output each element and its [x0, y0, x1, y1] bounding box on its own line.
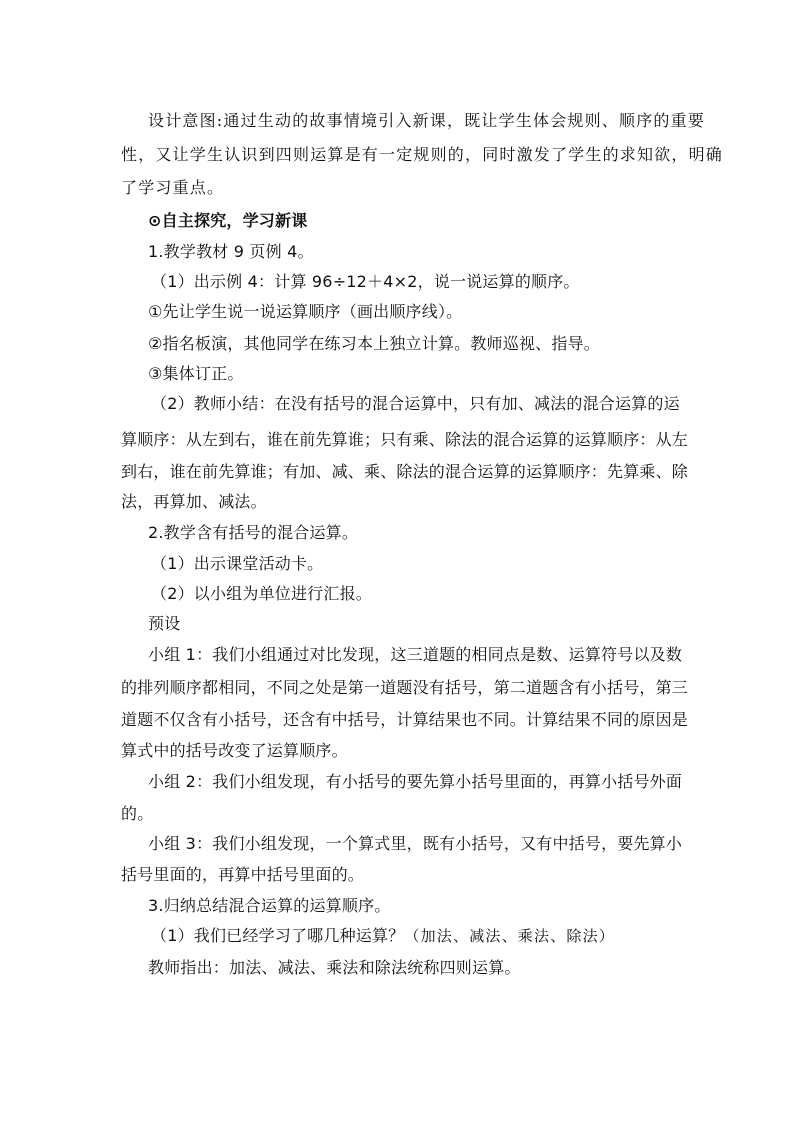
section-title: ⊙自主探究，学习新课	[148, 211, 308, 230]
group3-line-1: 小组 3：我们小组发现，一个算式里，既有小括号，又有中括号，要先算小	[148, 834, 683, 853]
item1-step1: ①先让学生说一说运算顺序（画出顺序线）。	[148, 302, 463, 321]
group2-line-2: 的。	[121, 804, 154, 823]
item3-question: （1）我们已经学习了哪几种运算？	[151, 926, 405, 945]
group1-line-3: 道题不仅含有小括号，还含有中括号，计算结果也不同。计算结果不同的原因是	[121, 710, 689, 729]
group3-line-2: 括号里面的，再算中括号里面的。	[121, 865, 365, 884]
item1-sub1: （1）出示例 4：计算 96÷12＋4×2，说一说运算的顺序。	[151, 272, 580, 291]
item1-step3: ③集体订正。	[148, 364, 244, 383]
group1-line-1: 小组 1：我们小组通过对比发现，这三道题的相同点是数、运算符号以及数	[148, 645, 683, 664]
design-intent-line-3: 了学习重点。	[121, 178, 225, 197]
item2-sub1: （1）出示课堂活动卡。	[151, 554, 324, 573]
item2-preset: 预设	[148, 614, 181, 633]
item1-sub2-line-4: 法，再算加、减法。	[121, 492, 267, 511]
item1-sub2-line-1: （2）教师小结：在没有括号的混合运算中，只有加、减法的混合运算的运	[151, 394, 680, 413]
design-intent-line-1: 设计意图:通过生动的故事情境引入新课，既让学生体会规则、顺序的重要	[148, 111, 705, 130]
item1-sub2-line-3: 到右，谁在前先算谁；有加、减、乘、除法的混合运算的运算顺序：先算乘、除	[121, 462, 689, 481]
group1-line-4: 算式中的括号改变了运算顺序。	[121, 741, 348, 760]
item3-question-line	[151, 926, 615, 946]
item3-heading: 3.归纳总结混合运算的运算顺序。	[148, 896, 391, 915]
item2-heading: 2.教学含有括号的混合运算。	[148, 523, 359, 542]
item1-sub2-line-2: 算顺序：从左到右，谁在前先算谁；只有乘、除法的混合运算的运算顺序：从左	[121, 430, 689, 449]
group2-line-1: 小组 2：我们小组发现，有小括号的要先算小括号里面的，再算小括号外面	[148, 772, 683, 791]
item1-step2: ②指名板演，其他同学在练习本上独立计算。教师巡视、指导。	[148, 334, 600, 353]
group1-line-2: 的排列顺序都相同，不同之处是第一道题没有括号，第二道题含有小括号，第三	[121, 678, 689, 697]
item2-sub2: （2）以小组为单位进行汇报。	[151, 584, 372, 603]
item3-answer: （加法、减法、乘法、除法）	[404, 927, 615, 945]
design-intent-line-2: 性，又让学生认识到四则运算是有一定规则的，同时激发了学生的求知欲，明确	[121, 145, 724, 164]
item3-teacher: 教师指出：加法、减法、乘法和除法统称四则运算。	[148, 958, 521, 977]
item1-heading: 1.教学教材 9 页例 4。	[148, 242, 314, 261]
